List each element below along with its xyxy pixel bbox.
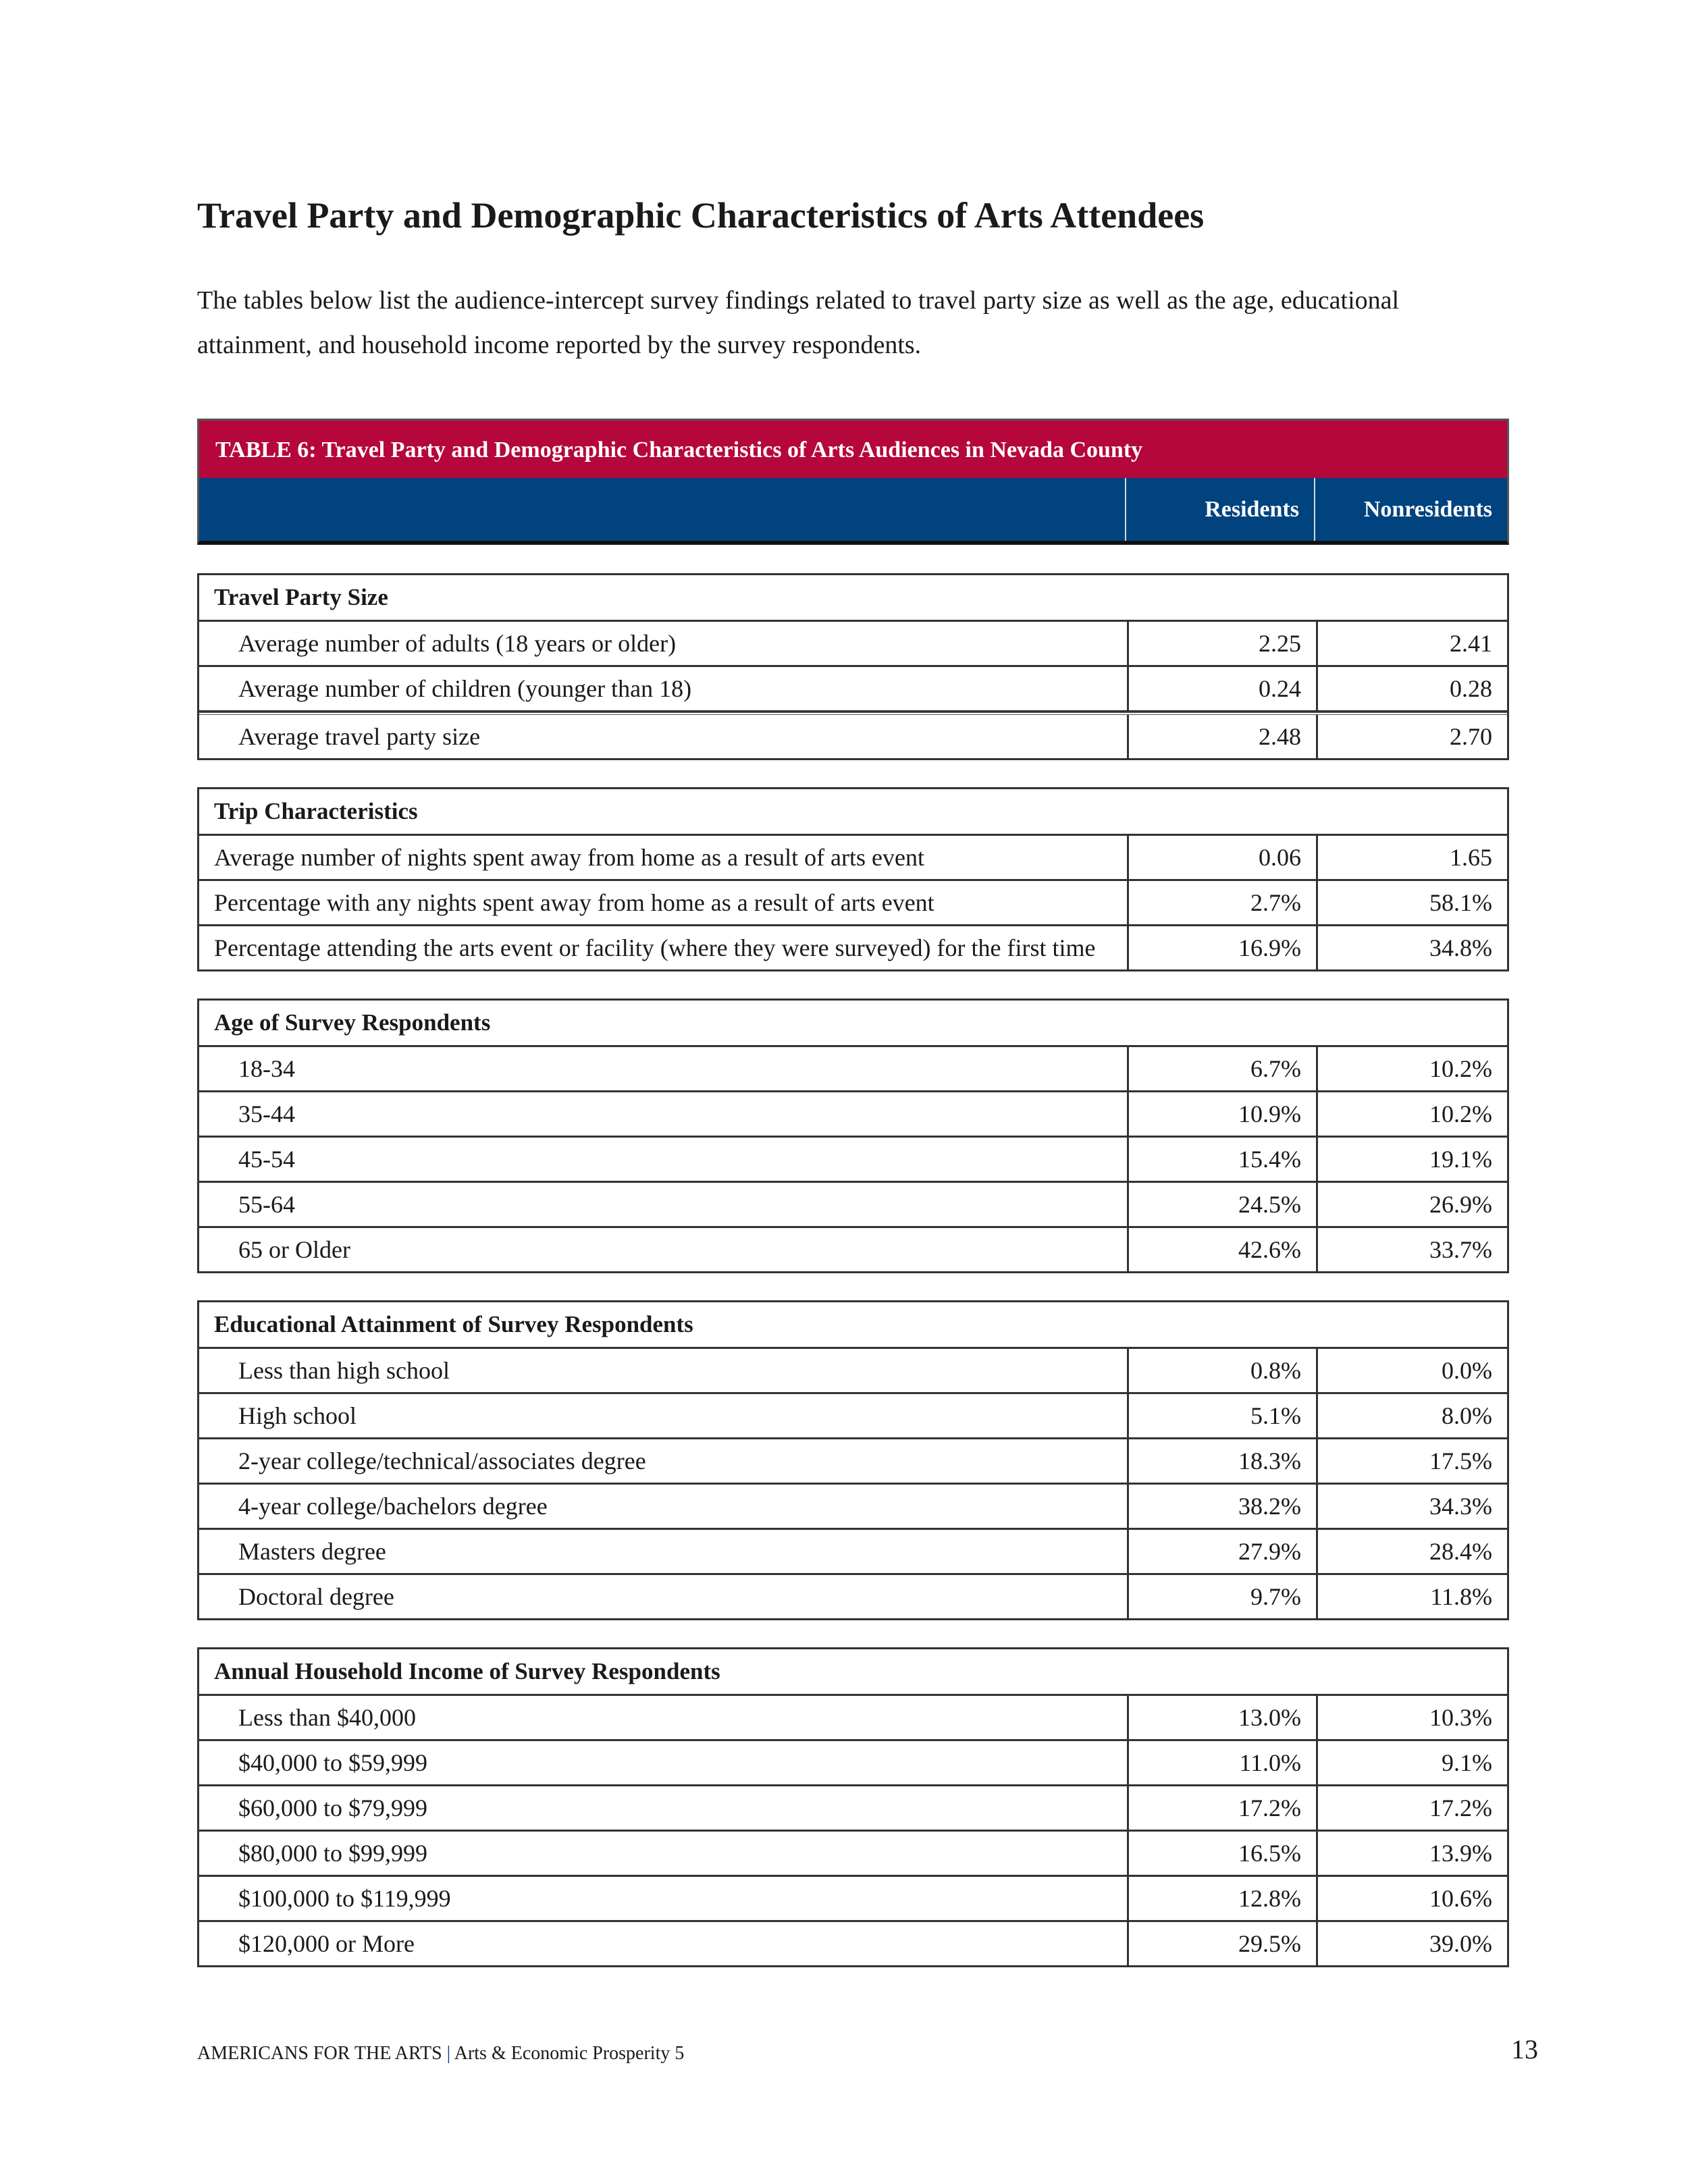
page-title: Travel Party and Demographic Characteristics of Arts Attendees [197,195,1205,236]
section-header: Age of Survey Respondents [199,1001,1507,1047]
row-label: Average number of adults (18 years or older) [238,630,677,657]
section-header: Trip Characteristics [199,789,1507,836]
row-label: Percentage attending the arts event or facility (where they were surveyed) for the first time [214,934,1096,961]
row-label: 18-34 [238,1055,295,1082]
row-label: $100,000 to $119,999 [238,1885,451,1912]
table-row [199,1877,1507,1922]
nonresidents-value: 2.41 [1316,622,1507,665]
footer-separator: | [446,2043,451,2064]
nonresidents-value: 10.6% [1316,1877,1507,1920]
nonresidents-value: 10.3% [1316,1696,1507,1739]
nonresidents-value: 9.1% [1316,1741,1507,1784]
residents-value: 16.9% [1127,926,1316,969]
residents-value: 2.25 [1127,622,1316,665]
nonresidents-value: 39.0% [1316,1922,1507,1965]
nonresidents-value: 19.1% [1316,1138,1507,1181]
nonresidents-value: 8.0% [1316,1394,1507,1437]
nonresidents-value: 17.5% [1316,1439,1507,1483]
nonresidents-value: 34.3% [1316,1485,1507,1528]
row-label: Average number of children (younger than 18) [238,675,692,702]
nonresidents-value: 10.2% [1316,1092,1507,1136]
table-row [199,1786,1507,1832]
residents-value: 38.2% [1127,1485,1316,1528]
table-row [199,622,1507,667]
section-header: Educational Attainment of Survey Respondents [199,1302,1507,1349]
page-footer [197,2043,684,2065]
table-row [199,1138,1507,1183]
row-label: 2-year college/technical/associates degree [238,1447,646,1474]
column-header-residents: Residents [1125,478,1314,541]
residents-value: 13.0% [1127,1696,1316,1739]
column-header-nonresidents: Nonresidents [1314,478,1507,541]
table-row [199,1349,1507,1394]
footer-org: AMERICANS FOR THE ARTS [197,2043,442,2064]
nonresidents-value: 17.2% [1316,1786,1507,1830]
table-row [199,1922,1507,1965]
table-section [197,787,1509,971]
residents-value: 17.2% [1127,1786,1316,1830]
residents-value: 2.48 [1127,715,1316,758]
residents-value: 9.7% [1127,1575,1316,1618]
row-label: 45-54 [238,1146,295,1173]
residents-value: 5.1% [1127,1394,1316,1437]
row-label: $120,000 or More [238,1930,415,1957]
nonresidents-value: 28.4% [1316,1530,1507,1573]
table-column-header [197,478,1509,545]
row-label: 65 or Older [238,1236,350,1263]
row-label: $40,000 to $59,999 [238,1749,428,1776]
row-label: 55-64 [238,1191,295,1218]
table-row [199,926,1507,969]
row-label: Percentage with any nights spent away from home as a result of arts event [214,889,934,916]
nonresidents-value: 34.8% [1316,926,1507,969]
table-row [199,1047,1507,1092]
row-label: 35-44 [238,1100,295,1127]
table-row [199,836,1507,881]
section-header: Travel Party Size [199,575,1507,622]
table-row [199,1394,1507,1439]
table-section [197,1300,1509,1620]
column-header-spacer [199,478,1125,541]
nonresidents-value: 11.8% [1316,1575,1507,1618]
table-section [197,1647,1509,1967]
row-label: High school [238,1402,357,1429]
row-label: Less than $40,000 [238,1704,416,1731]
intro-paragraph: The tables below list the audience-intercept survey findings related to travel party size as well as the age, educational attainment, and household income reported by the survey respondents. [197,286,1400,359]
residents-value: 11.0% [1127,1741,1316,1784]
table-title: TABLE 6: Travel Party and Demographic Characteristics of Arts Audiences in Nevada County [197,419,1509,478]
nonresidents-value: 2.70 [1316,715,1507,758]
page-number: 13 [1511,2034,1538,2065]
table-section [197,998,1509,1273]
table-sections [197,573,1509,1967]
row-label: $80,000 to $99,999 [238,1840,428,1867]
residents-value: 27.9% [1127,1530,1316,1573]
table-row [199,1741,1507,1786]
residents-value: 42.6% [1127,1228,1316,1271]
table-6 [197,419,1509,1967]
table-row [199,1439,1507,1485]
residents-value: 2.7% [1127,881,1316,924]
row-label: $60,000 to $79,999 [238,1794,428,1821]
residents-value: 0.24 [1127,667,1316,710]
residents-value: 10.9% [1127,1092,1316,1136]
table-row [199,1575,1507,1618]
residents-value: 6.7% [1127,1047,1316,1090]
table-row [199,667,1507,712]
nonresidents-value: 13.9% [1316,1832,1507,1875]
nonresidents-value: 33.7% [1316,1228,1507,1271]
row-label: 4-year college/bachelors degree [238,1493,548,1520]
table-row [199,1696,1507,1741]
nonresidents-value: 58.1% [1316,881,1507,924]
nonresidents-value: 0.28 [1316,667,1507,710]
row-label: Doctoral degree [238,1583,394,1610]
row-label: Less than high school [238,1357,450,1384]
residents-value: 29.5% [1127,1922,1316,1965]
table-row [199,1228,1507,1271]
nonresidents-value: 10.2% [1316,1047,1507,1090]
residents-value: 18.3% [1127,1439,1316,1483]
footer-publication: Arts & Economic Prosperity 5 [454,2043,685,2064]
residents-value: 15.4% [1127,1138,1316,1181]
nonresidents-value: 26.9% [1316,1183,1507,1226]
row-label: Masters degree [238,1538,386,1565]
table-row [199,1092,1507,1138]
table-row [199,1530,1507,1575]
table-row [199,881,1507,926]
residents-value: 24.5% [1127,1183,1316,1226]
residents-value: 0.06 [1127,836,1316,879]
residents-value: 12.8% [1127,1877,1316,1920]
table-row [199,1183,1507,1228]
table-row [199,1485,1507,1530]
residents-value: 0.8% [1127,1349,1316,1392]
table-row [199,1832,1507,1877]
nonresidents-value: 1.65 [1316,836,1507,879]
table-section [197,573,1509,760]
table-row [199,712,1507,758]
row-label: Average number of nights spent away from home as a result of arts event [214,844,924,871]
nonresidents-value: 0.0% [1316,1349,1507,1392]
residents-value: 16.5% [1127,1832,1316,1875]
row-label: Average travel party size [238,723,481,750]
section-header: Annual Household Income of Survey Respondents [199,1649,1507,1696]
